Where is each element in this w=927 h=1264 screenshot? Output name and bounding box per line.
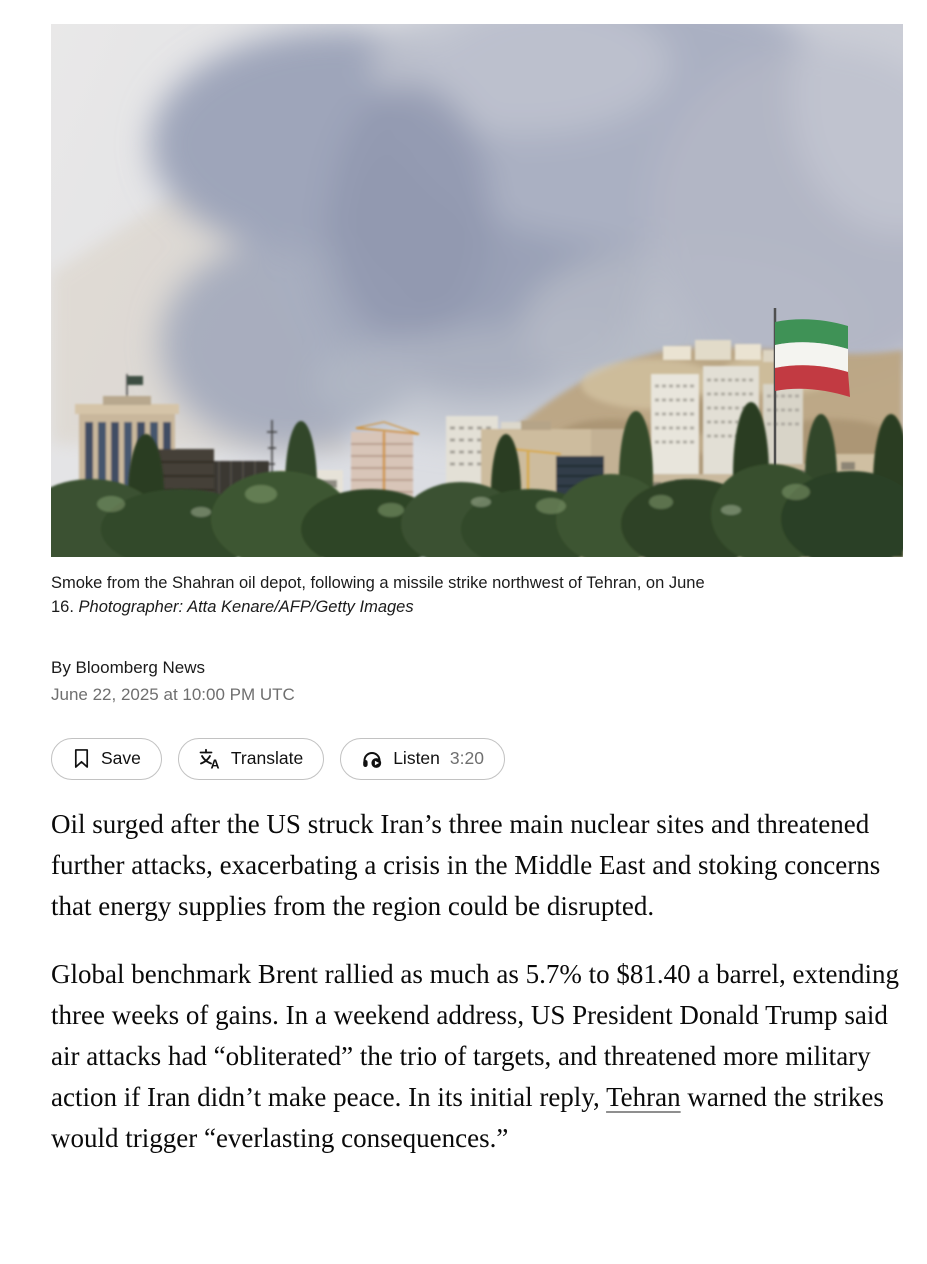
hero-figure bbox=[51, 24, 903, 557]
save-button[interactable] bbox=[51, 738, 162, 780]
listen-button[interactable] bbox=[340, 738, 505, 780]
caption-text-line2: 16. bbox=[51, 597, 74, 616]
svg-text:A: A bbox=[210, 757, 220, 770]
listen-button-label: Listen bbox=[393, 748, 440, 769]
save-button-label: Save bbox=[101, 748, 141, 769]
byline: By Bloomberg News bbox=[51, 657, 206, 677]
translate-icon bbox=[199, 748, 221, 770]
listen-duration: 3:20 bbox=[449, 748, 484, 769]
headphones-play-icon bbox=[361, 749, 383, 769]
publish-timestamp: June 22, 2025 at 10:00 PM UTC bbox=[51, 684, 295, 704]
caption-text-line1: Smoke from the Shahran oil depot, following a missile strike northwest of Tehran, on June bbox=[51, 574, 705, 592]
paragraph-1-text: Oil surged after the US struck Iran’s three main nuclear sites and threatened further attacks, exacerbating a crisis in the Middle East and stoking concerns that energy supplies from the region could be disrupted. bbox=[51, 808, 881, 921]
translate-button[interactable] bbox=[178, 738, 324, 780]
rooftop-flag bbox=[127, 376, 143, 385]
article-body bbox=[51, 804, 903, 1159]
paragraph-2-text-before: Global benchmark Brent rallied as much as 5.7% to $81.40 a barrel, extending three weeks of gains. In a weekend address, US President Donald Trump said air attacks had “obliterated” the trio of targets, and threatened more military action if Iran didn’t make peace. In its initial reply, bbox=[51, 958, 899, 1112]
translate-button-label: Translate bbox=[230, 748, 304, 769]
image-credit: Photographer: Atta Kenare/AFP/Getty Images bbox=[78, 597, 414, 616]
hero-photo bbox=[51, 24, 903, 557]
paragraph-2 bbox=[51, 954, 903, 1159]
image-caption bbox=[51, 572, 903, 620]
tehran-link[interactable]: Tehran bbox=[606, 1081, 681, 1112]
paragraph-1 bbox=[51, 804, 903, 927]
article-action-bar bbox=[51, 738, 903, 780]
paragraph-2-text-after: warned the strikes would trigger “everlasting consequences.” bbox=[51, 1081, 884, 1153]
bookmark-icon bbox=[72, 748, 91, 769]
